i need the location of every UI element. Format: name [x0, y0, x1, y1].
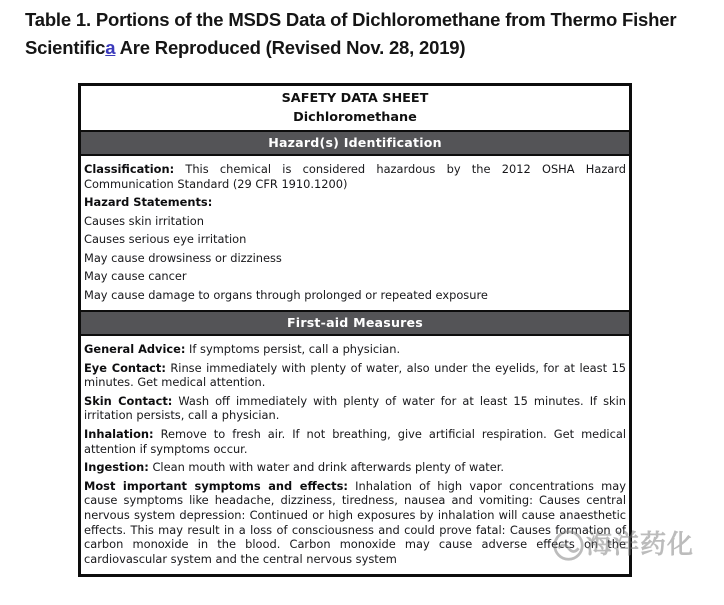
para-text: Wash off immediately with plenty of water for at least 15 minutes. If skin irritation persists, call a physician.	[84, 393, 627, 423]
sds-table	[78, 83, 632, 577]
para-ingestion	[84, 460, 626, 475]
para-label: Skin Contact:	[84, 393, 173, 408]
sds-title: SAFETY DATA SHEET	[281, 91, 429, 106]
para-label: Eye Contact:	[84, 360, 166, 375]
para-text: This chemical is considered hazardous by the 2012 OSHA Hazard Communication Standard (29 CFR 1910.1200)	[84, 161, 626, 191]
table-caption	[25, 6, 717, 61]
para-label: Ingestion:	[84, 460, 149, 475]
para-label: Hazard Statements:	[84, 195, 213, 209]
watermark-text: 海洋药化	[586, 530, 695, 560]
para-most-important-symptoms	[84, 479, 626, 567]
para-label: Inhalation:	[84, 426, 154, 441]
para-general-advice	[84, 342, 626, 357]
hazard-statement-item	[84, 288, 626, 303]
para-text: Causes serious eye irritation	[84, 232, 247, 246]
caption-line2-post: Are Reproduced (Revised Nov. 28, 2019)	[115, 36, 466, 58]
para-label: Classification:	[84, 161, 175, 176]
para-text: Rinse immediately with plenty of water, also under the eyelids, for at least 15 minutes. Get medical attention.	[84, 360, 626, 390]
para-text: May cause damage to organs through prolonged or repeated exposure	[84, 287, 488, 302]
para-label: Most important symptoms and effects:	[84, 478, 348, 493]
hazard-statement-item	[84, 251, 626, 266]
para-eye-contact	[84, 361, 626, 390]
caption-line1: Table 1. Portions of the MSDS Data of Dichloromethane from Thermo Fisher	[25, 9, 677, 30]
para-text: Clean mouth with water and drink afterwards plenty of water.	[148, 460, 505, 475]
hazard-identification-content	[81, 156, 629, 310]
hazard-statement-item	[84, 214, 626, 229]
para-label: General Advice:	[84, 342, 186, 356]
first-aid-measures-content	[81, 336, 629, 574]
para-inhalation	[84, 427, 626, 456]
footnote-link-a[interactable]: a	[105, 36, 116, 58]
section-heading-hazard-identification: Hazard(s) Identification	[81, 130, 629, 156]
para-text: May cause cancer	[84, 269, 187, 283]
para-text: Causes skin irritation	[84, 213, 204, 228]
caption-line2-pre: Scientific	[25, 36, 106, 58]
para-hazard-statements-label	[84, 195, 626, 210]
para-text: May cause drowsiness or dizziness	[84, 250, 282, 265]
para-classification	[84, 162, 626, 192]
para-text: If symptoms persist, call a physician.	[185, 342, 401, 356]
para-skin-contact	[84, 394, 626, 423]
hazard-statement-item	[84, 269, 626, 284]
sds-table-header	[81, 86, 629, 130]
section-heading-first-aid-measures: First-aid Measures	[81, 310, 629, 336]
para-text: Inhalation of high vapor concentrations may cause symptoms like headache, dizziness, tiredness, nausea and vomiting: Causes central nervous system depression: Continued or high exposures by inhalation will cause anaesthetic effects. This may result in a loss of consciousness and could prove fatal: Causes formation of carbon monoxide in the blood. Carbon monoxide may cause adverse effects on the cardiovascular system and the central nervous system	[84, 478, 626, 566]
sds-chemical-name: Dichloromethane	[293, 109, 417, 125]
hazard-statement-item	[84, 232, 626, 247]
para-text: Remove to fresh air. If not breathing, give artificial respiration. Get medical attention if symptoms occur.	[84, 426, 626, 456]
